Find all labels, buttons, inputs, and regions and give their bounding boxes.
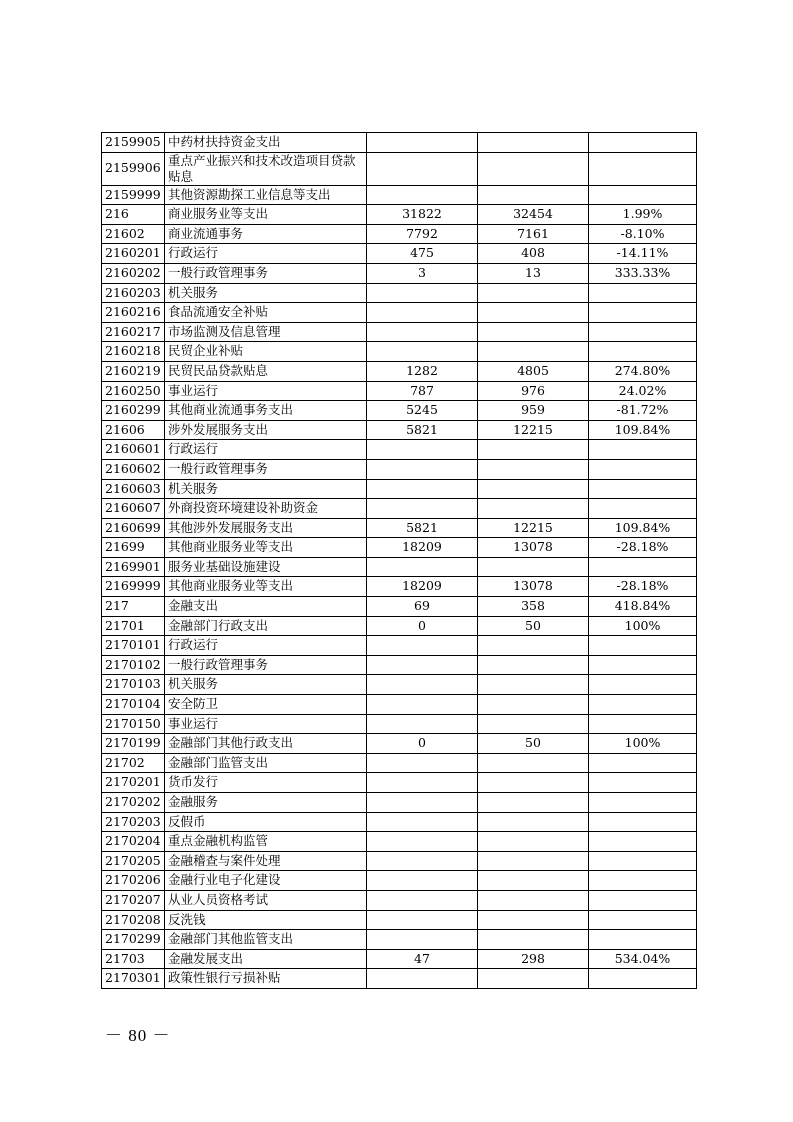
value-previous-cell <box>367 499 478 519</box>
table-row <box>102 910 697 930</box>
subject-code-cell: 2170199 <box>102 734 165 754</box>
change-percent-cell <box>589 871 697 891</box>
budget-table-body <box>102 133 697 989</box>
subject-name-cell: 一般行政管理事务 <box>165 655 367 675</box>
table-row <box>102 479 697 499</box>
value-current-cell <box>478 557 589 577</box>
value-current-cell <box>478 133 589 153</box>
table-row <box>102 322 697 342</box>
value-current-cell: 298 <box>478 949 589 969</box>
subject-name-cell: 重点金融机构监管 <box>165 832 367 852</box>
subject-code-cell: 21699 <box>102 538 165 558</box>
subject-code-cell: 2160607 <box>102 499 165 519</box>
value-current-cell <box>478 322 589 342</box>
change-percent-cell <box>589 675 697 695</box>
value-previous-cell <box>367 714 478 734</box>
table-row <box>102 832 697 852</box>
table-row <box>102 577 697 597</box>
value-previous-cell <box>367 851 478 871</box>
value-previous-cell <box>367 695 478 715</box>
subject-code-cell: 2169999 <box>102 577 165 597</box>
change-percent-cell <box>589 910 697 930</box>
value-current-cell <box>478 832 589 852</box>
value-previous-cell: 5821 <box>367 518 478 538</box>
change-percent-cell <box>589 440 697 460</box>
subject-name-cell: 机关服务 <box>165 479 367 499</box>
value-current-cell <box>478 479 589 499</box>
subject-code-cell: 2170103 <box>102 675 165 695</box>
change-percent-cell <box>589 695 697 715</box>
change-percent-cell <box>589 753 697 773</box>
change-percent-cell <box>589 851 697 871</box>
subject-name-cell: 一般行政管理事务 <box>165 263 367 283</box>
subject-name-cell: 金融稽查与案件处理 <box>165 851 367 871</box>
subject-name-cell: 安全防卫 <box>165 695 367 715</box>
change-percent-cell: -81.72% <box>589 401 697 421</box>
value-current-cell <box>478 910 589 930</box>
subject-code-cell: 2160699 <box>102 518 165 538</box>
change-percent-cell <box>589 793 697 813</box>
value-current-cell: 4805 <box>478 361 589 381</box>
subject-code-cell: 2160202 <box>102 263 165 283</box>
subject-code-cell: 21606 <box>102 420 165 440</box>
change-percent-cell: 274.80% <box>589 361 697 381</box>
value-current-cell <box>478 851 589 871</box>
subject-code-cell: 2160601 <box>102 440 165 460</box>
subject-name-cell: 金融部门监管支出 <box>165 753 367 773</box>
value-current-cell <box>478 636 589 656</box>
change-percent-cell: -28.18% <box>589 538 697 558</box>
value-current-cell <box>478 342 589 362</box>
value-previous-cell <box>367 812 478 832</box>
subject-name-cell: 行政运行 <box>165 244 367 264</box>
change-percent-cell <box>589 812 697 832</box>
value-previous-cell <box>367 440 478 460</box>
value-previous-cell <box>367 479 478 499</box>
subject-name-cell: 民贸民品贷款贴息 <box>165 361 367 381</box>
table-row <box>102 695 697 715</box>
table-row <box>102 263 697 283</box>
value-previous-cell: 5245 <box>367 401 478 421</box>
change-percent-cell <box>589 773 697 793</box>
table-row <box>102 949 697 969</box>
value-current-cell <box>478 930 589 950</box>
subject-code-cell: 2160217 <box>102 322 165 342</box>
value-previous-cell <box>367 675 478 695</box>
value-current-cell: 408 <box>478 244 589 264</box>
value-current-cell <box>478 793 589 813</box>
value-previous-cell: 31822 <box>367 205 478 225</box>
table-row <box>102 459 697 479</box>
table-row <box>102 205 697 225</box>
subject-code-cell: 2170102 <box>102 655 165 675</box>
change-percent-cell <box>589 930 697 950</box>
value-previous-cell <box>367 930 478 950</box>
value-current-cell <box>478 152 589 185</box>
change-percent-cell: 100% <box>589 616 697 636</box>
table-row <box>102 871 697 891</box>
value-current-cell <box>478 753 589 773</box>
subject-code-cell: 2160216 <box>102 303 165 323</box>
subject-code-cell: 2160603 <box>102 479 165 499</box>
value-previous-cell <box>367 283 478 303</box>
subject-name-cell: 金融发展支出 <box>165 949 367 969</box>
change-percent-cell: -28.18% <box>589 577 697 597</box>
subject-name-cell: 外商投资环境建设补助资金 <box>165 499 367 519</box>
value-previous-cell <box>367 910 478 930</box>
subject-name-cell: 金融行业电子化建设 <box>165 871 367 891</box>
subject-name-cell: 反洗钱 <box>165 910 367 930</box>
subject-name-cell: 从业人员资格考试 <box>165 890 367 910</box>
value-previous-cell <box>367 753 478 773</box>
value-current-cell <box>478 969 589 989</box>
change-percent-cell: 1.99% <box>589 205 697 225</box>
value-previous-cell <box>367 152 478 185</box>
value-previous-cell <box>367 773 478 793</box>
subject-name-cell: 中药材扶持资金支出 <box>165 133 367 153</box>
table-row <box>102 597 697 617</box>
change-percent-cell: -8.10% <box>589 224 697 244</box>
subject-name-cell: 民贸企业补贴 <box>165 342 367 362</box>
table-row <box>102 851 697 871</box>
table-row <box>102 753 697 773</box>
value-current-cell: 976 <box>478 381 589 401</box>
subject-name-cell: 食品流通安全补贴 <box>165 303 367 323</box>
subject-code-cell: 217 <box>102 597 165 617</box>
value-current-cell <box>478 773 589 793</box>
subject-name-cell: 事业运行 <box>165 714 367 734</box>
change-percent-cell <box>589 479 697 499</box>
page-number: － 80 － <box>105 1026 171 1045</box>
subject-code-cell: 21602 <box>102 224 165 244</box>
change-percent-cell: 24.02% <box>589 381 697 401</box>
change-percent-cell: 333.33% <box>589 263 697 283</box>
change-percent-cell <box>589 342 697 362</box>
change-percent-cell <box>589 557 697 577</box>
table-row <box>102 930 697 950</box>
change-percent-cell: 100% <box>589 734 697 754</box>
subject-name-cell: 其他涉外发展服务支出 <box>165 518 367 538</box>
subject-code-cell: 2170203 <box>102 812 165 832</box>
subject-name-cell: 市场监测及信息管理 <box>165 322 367 342</box>
subject-code-cell: 2159999 <box>102 185 165 205</box>
subject-name-cell: 行政运行 <box>165 636 367 656</box>
table-row <box>102 812 697 832</box>
value-previous-cell: 18209 <box>367 538 478 558</box>
subject-code-cell: 2170150 <box>102 714 165 734</box>
subject-name-cell: 金融部门行政支出 <box>165 616 367 636</box>
table-row <box>102 185 697 205</box>
value-current-cell: 358 <box>478 597 589 617</box>
subject-name-cell: 金融部门其他监管支出 <box>165 930 367 950</box>
subject-code-cell: 2170202 <box>102 793 165 813</box>
value-previous-cell: 0 <box>367 616 478 636</box>
value-current-cell <box>478 675 589 695</box>
table-row <box>102 420 697 440</box>
subject-code-cell: 2170208 <box>102 910 165 930</box>
table-row <box>102 636 697 656</box>
table-row <box>102 342 697 362</box>
subject-code-cell: 2170299 <box>102 930 165 950</box>
table-row <box>102 401 697 421</box>
value-previous-cell: 475 <box>367 244 478 264</box>
change-percent-cell: -14.11% <box>589 244 697 264</box>
change-percent-cell <box>589 185 697 205</box>
value-previous-cell: 787 <box>367 381 478 401</box>
change-percent-cell <box>589 499 697 519</box>
change-percent-cell <box>589 636 697 656</box>
subject-code-cell: 2170301 <box>102 969 165 989</box>
value-current-cell: 13078 <box>478 538 589 558</box>
subject-code-cell: 216 <box>102 205 165 225</box>
subject-name-cell: 金融服务 <box>165 793 367 813</box>
subject-code-cell: 2170205 <box>102 851 165 871</box>
value-current-cell <box>478 459 589 479</box>
change-percent-cell <box>589 133 697 153</box>
subject-name-cell: 其他商业流通事务支出 <box>165 401 367 421</box>
change-percent-cell: 109.84% <box>589 518 697 538</box>
value-previous-cell <box>367 133 478 153</box>
subject-code-cell: 2169901 <box>102 557 165 577</box>
value-current-cell <box>478 440 589 460</box>
table-row <box>102 538 697 558</box>
subject-name-cell: 政策性银行亏损补贴 <box>165 969 367 989</box>
subject-name-cell: 一般行政管理事务 <box>165 459 367 479</box>
value-current-cell <box>478 812 589 832</box>
table-row <box>102 244 697 264</box>
table-row <box>102 133 697 153</box>
subject-code-cell: 2160201 <box>102 244 165 264</box>
value-current-cell <box>478 890 589 910</box>
value-previous-cell <box>367 303 478 323</box>
value-previous-cell: 7792 <box>367 224 478 244</box>
table-row <box>102 440 697 460</box>
table-row <box>102 518 697 538</box>
value-current-cell <box>478 871 589 891</box>
value-previous-cell: 69 <box>367 597 478 617</box>
subject-code-cell: 2160203 <box>102 283 165 303</box>
value-previous-cell <box>367 557 478 577</box>
subject-name-cell: 商业流通事务 <box>165 224 367 244</box>
change-percent-cell <box>589 655 697 675</box>
value-previous-cell <box>367 185 478 205</box>
subject-code-cell: 21703 <box>102 949 165 969</box>
subject-code-cell: 2170104 <box>102 695 165 715</box>
change-percent-cell <box>589 303 697 323</box>
subject-code-cell: 2170204 <box>102 832 165 852</box>
subject-name-cell: 机关服务 <box>165 283 367 303</box>
value-previous-cell: 47 <box>367 949 478 969</box>
subject-name-cell: 事业运行 <box>165 381 367 401</box>
change-percent-cell <box>589 283 697 303</box>
table-row <box>102 361 697 381</box>
subject-code-cell: 2160218 <box>102 342 165 362</box>
change-percent-cell <box>589 890 697 910</box>
table-row <box>102 152 697 185</box>
table-row <box>102 734 697 754</box>
table-row <box>102 499 697 519</box>
value-current-cell: 13 <box>478 263 589 283</box>
budget-table <box>101 132 697 989</box>
subject-code-cell: 2160299 <box>102 401 165 421</box>
value-current-cell <box>478 283 589 303</box>
value-current-cell: 13078 <box>478 577 589 597</box>
table-row <box>102 969 697 989</box>
value-previous-cell <box>367 832 478 852</box>
subject-code-cell: 2159905 <box>102 133 165 153</box>
subject-code-cell: 2160219 <box>102 361 165 381</box>
value-previous-cell <box>367 459 478 479</box>
value-current-cell: 50 <box>478 734 589 754</box>
subject-code-cell: 21701 <box>102 616 165 636</box>
table-row <box>102 224 697 244</box>
subject-code-cell: 21702 <box>102 753 165 773</box>
change-percent-cell <box>589 322 697 342</box>
change-percent-cell <box>589 832 697 852</box>
subject-code-cell: 2160602 <box>102 459 165 479</box>
value-current-cell <box>478 185 589 205</box>
subject-name-cell: 货币发行 <box>165 773 367 793</box>
subject-name-cell: 商业服务业等支出 <box>165 205 367 225</box>
table-row <box>102 655 697 675</box>
subject-code-cell: 2170201 <box>102 773 165 793</box>
subject-code-cell: 2159906 <box>102 152 165 185</box>
table-row <box>102 283 697 303</box>
table-row <box>102 793 697 813</box>
value-current-cell: 50 <box>478 616 589 636</box>
subject-name-cell: 金融支出 <box>165 597 367 617</box>
value-previous-cell <box>367 793 478 813</box>
value-previous-cell <box>367 871 478 891</box>
change-percent-cell <box>589 714 697 734</box>
value-current-cell: 32454 <box>478 205 589 225</box>
subject-name-cell: 其他商业服务业等支出 <box>165 538 367 558</box>
subject-code-cell: 2160250 <box>102 381 165 401</box>
value-previous-cell: 18209 <box>367 577 478 597</box>
table-row <box>102 890 697 910</box>
change-percent-cell <box>589 459 697 479</box>
subject-code-cell: 2170101 <box>102 636 165 656</box>
value-previous-cell <box>367 655 478 675</box>
value-current-cell <box>478 499 589 519</box>
subject-code-cell: 2170207 <box>102 890 165 910</box>
value-previous-cell <box>367 890 478 910</box>
table-row <box>102 714 697 734</box>
value-previous-cell <box>367 969 478 989</box>
value-current-cell <box>478 695 589 715</box>
table-row <box>102 381 697 401</box>
table-row <box>102 557 697 577</box>
value-previous-cell: 5821 <box>367 420 478 440</box>
change-percent-cell <box>589 152 697 185</box>
subject-name-cell: 其他商业服务业等支出 <box>165 577 367 597</box>
value-previous-cell: 1282 <box>367 361 478 381</box>
table-row <box>102 675 697 695</box>
change-percent-cell: 418.84% <box>589 597 697 617</box>
change-percent-cell: 534.04% <box>589 949 697 969</box>
table-row <box>102 303 697 323</box>
subject-name-cell: 行政运行 <box>165 440 367 460</box>
table-row <box>102 773 697 793</box>
subject-name-cell: 重点产业振兴和技术改造项目贷款贴息 <box>165 152 367 185</box>
table-row <box>102 616 697 636</box>
value-current-cell: 12215 <box>478 420 589 440</box>
value-current-cell: 959 <box>478 401 589 421</box>
value-current-cell: 12215 <box>478 518 589 538</box>
subject-name-cell: 机关服务 <box>165 675 367 695</box>
value-previous-cell <box>367 342 478 362</box>
change-percent-cell <box>589 969 697 989</box>
value-previous-cell <box>367 322 478 342</box>
subject-name-cell: 金融部门其他行政支出 <box>165 734 367 754</box>
change-percent-cell: 109.84% <box>589 420 697 440</box>
subject-name-cell: 其他资源勘探工业信息等支出 <box>165 185 367 205</box>
value-current-cell: 7161 <box>478 224 589 244</box>
value-current-cell <box>478 303 589 323</box>
value-previous-cell: 0 <box>367 734 478 754</box>
subject-name-cell: 服务业基础设施建设 <box>165 557 367 577</box>
value-previous-cell: 3 <box>367 263 478 283</box>
subject-name-cell: 反假币 <box>165 812 367 832</box>
value-current-cell <box>478 714 589 734</box>
value-previous-cell <box>367 636 478 656</box>
subject-name-cell: 涉外发展服务支出 <box>165 420 367 440</box>
value-current-cell <box>478 655 589 675</box>
subject-code-cell: 2170206 <box>102 871 165 891</box>
